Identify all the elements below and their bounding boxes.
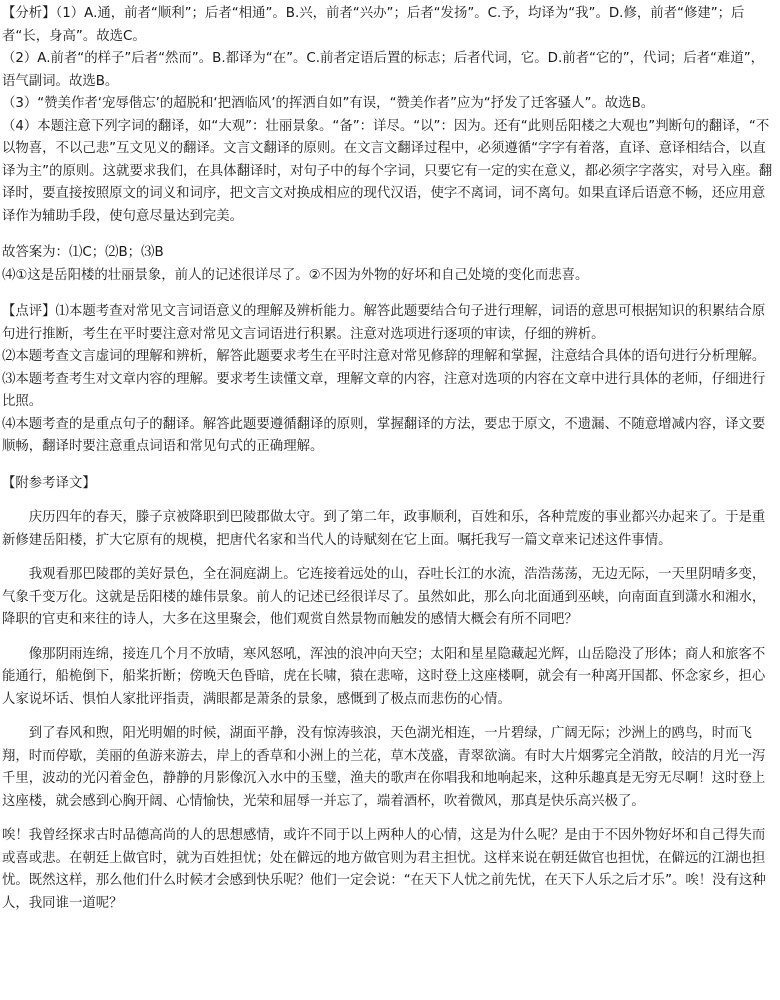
analysis-item-2: （2）A.前者“的样子”后者“然而”。B.都译为“在”。C.前者定语后置的标志；后者代词，它。D.前者“它的”，代词；后者“难道”，语气副词。故选B。 — [2, 51, 765, 89]
translation-paragraph-3: 像那阴雨连绵，接连几个月不放晴，寒风怒吼，浑浊的浪冲向天空；太阳和星星隐藏起光辉，山岳隐没了形体；商人和旅客不能通行，船桅倒下，船桨折断；傍晚天色昏暗，虎在长啸，猿在悲啼，这时登上这座楼啊，就会有一种离开国都、怀念家乡，担心人家说坏话、惧怕人家批评指责，满眼都是萧条的景象，感慨到了极点而悲伤的心情。 — [2, 646, 766, 707]
analysis-paragraph-1 — [2, 3, 774, 48]
spacer — [2, 813, 774, 825]
comment-paragraph-2: ⑵本题考查文言虚词的理解和辨析，解答此题要求考生在平时注意对常见修辞的理解和掌握，注意结合具体的语句进行分析理解。 — [2, 349, 766, 364]
spacer — [2, 552, 774, 564]
spacer — [2, 459, 774, 473]
translation-paragraph-5: 唉！我曾经探求古时品德高尚的人的思想感情，或许不同于以上两种人的心情，这是为什么呢？是由于不因外物好坏和自己得失而或喜或悲。在朝廷上做官时，就为百姓担忧；处在僻远的地方做官则为君主担忧。这样来说在朝廷做官也担忧，在僻远的江湖也担忧。既然这样，那么他们什么时候才会感到快乐呢？他们一定会说：“在天下人忧之前先忧，在天下人乐之后才乐”。唉！没有这种人，我同谁一道呢？ — [2, 828, 766, 911]
comment-paragraph-3: ⑶本题考查考生对文章内容的理解。要求考生读懂文章，理解文章的内容，注意对选项的内容在文章中进行具体的老师，仔细进行比照。 — [2, 371, 766, 409]
analysis-header: 【分析】 — [2, 6, 56, 21]
spacer — [2, 711, 774, 723]
spacer — [2, 228, 774, 242]
translation-header: 【附参考译文】 — [2, 475, 96, 491]
analysis-item-4: （4）本题注意下列字词的翻译，如“大观”：壮丽景象。“备”：详尽。“以”：因为。还有“此则岳阳楼之大观也”判断句的翻译，“不以物喜，不以己悲”互文见义的翻译。文言文翻译的原则。在文言文翻译过程中，必须遵循“字字有着落，直译、意译相结合，以直译为主”的原则。这就要求我们，在具体翻译时，对句子中的每个字词，只要它有一定的实在意义，都必须字字落实，对号入座。翻译时，要直接按照原文的词义和词序，把文言文对换成相应的现代汉语，使字不离词，词不离句。如果直译后语意不畅，还应用意译作为辅助手段，使句意尽量达到完美。 — [2, 118, 773, 224]
comment-paragraph-1: 【点评】⑴本题考查对常见文言词语意义的理解及辨析能力。解答此题要结合句子进行理解，词语的意思可根据知识的积累结合原句进行推断，考生在平时要注意对常见文言词语进行积累。注意对选项进行逐项的审读，仔细的辨析。 — [2, 304, 766, 342]
translation-paragraph-1: 庆历四年的春天，滕子京被降职到巴陵郡做太守。到了第二年，政事顺利，百姓和乐，各种荒废的事业都兴办起来了。于是重新修建岳阳楼，扩大它原有的规模，把唐代名家和当代人的诗赋刻在它上面。嘱托我写一篇文章来记述这件事情。 — [2, 510, 766, 548]
answer-line-1: 故答案为：⑴C；⑵B；⑶B — [2, 245, 164, 260]
answer-line-2: ⑷①这是岳阳楼的壮丽景象，前人的记述很详尽了。②不因为外物的好坏和自己处境的变化而悲喜。 — [2, 267, 589, 283]
translation-paragraph-2: 我观看那巴陵郡的美好景色，全在洞庭湖上。它连接着远处的山，吞吐长江的水流，浩浩荡荡，无边无际，一天里阴晴多变，气象千变万化。这就是岳阳楼的雄伟景象。前人的记述已经很详尽了。虽然如此，那么向北面通到巫峡，向南面直到潇水和湘水，降职的官吏和来往的诗人，大多在这里聚会，他们观赏自然景物而触发的感情大概会有所不同吧？ — [2, 567, 766, 627]
spacer — [2, 632, 774, 644]
translation-paragraph-4: 到了春风和煦，阳光明媚的时候，湖面平静，没有惊涛骇浪，天色湖光相连，一片碧绿，广阔无际；沙洲上的鸥鸟，时而飞翔，时而停歇，美丽的鱼游来游去，岸上的香草和小洲上的兰花，草木茂盛，青翠欲滴。有时大片烟雾完全消散，皎洁的月光一泻千里，波动的光闪着金色，静静的月影像沉入水中的玉璧，渔夫的歌声在你唱我和地响起来，这种乐趣真是无穷无尽啊！这时登上这座楼，就会感到心胸开阔、心情愉快，光荣和屈辱一并忘了，端着酒杯，吹着微风，那真是快乐高兴极了。 — [2, 726, 766, 809]
spacer — [2, 495, 774, 507]
spacer — [2, 287, 774, 301]
analysis-item-3: （3）“赞美作者‘宠辱偕忘’的超脱和‘把酒临风’的挥洒自如”有误，“赞美作者”应为“抒发了迁客骚人”。故选B。 — [2, 96, 655, 111]
analysis-item-1: （1）A.通，前者“顺利”；后者“相通”。B.兴，前者“兴办”；后者“发扬”。C.予，均译为“我”。D.修，前者“修建”；后者“长，身高”。故选C。 — [2, 6, 745, 44]
comment-paragraph-4: ⑷本题考查的是重点句子的翻译。解答此题要遵循翻译的原则，掌握翻译的方法，要忠于原文，不遗漏、不随意增减内容，译文要顺畅，翻译时要注意重点词语和常见句式的正确理解。 — [2, 416, 766, 454]
